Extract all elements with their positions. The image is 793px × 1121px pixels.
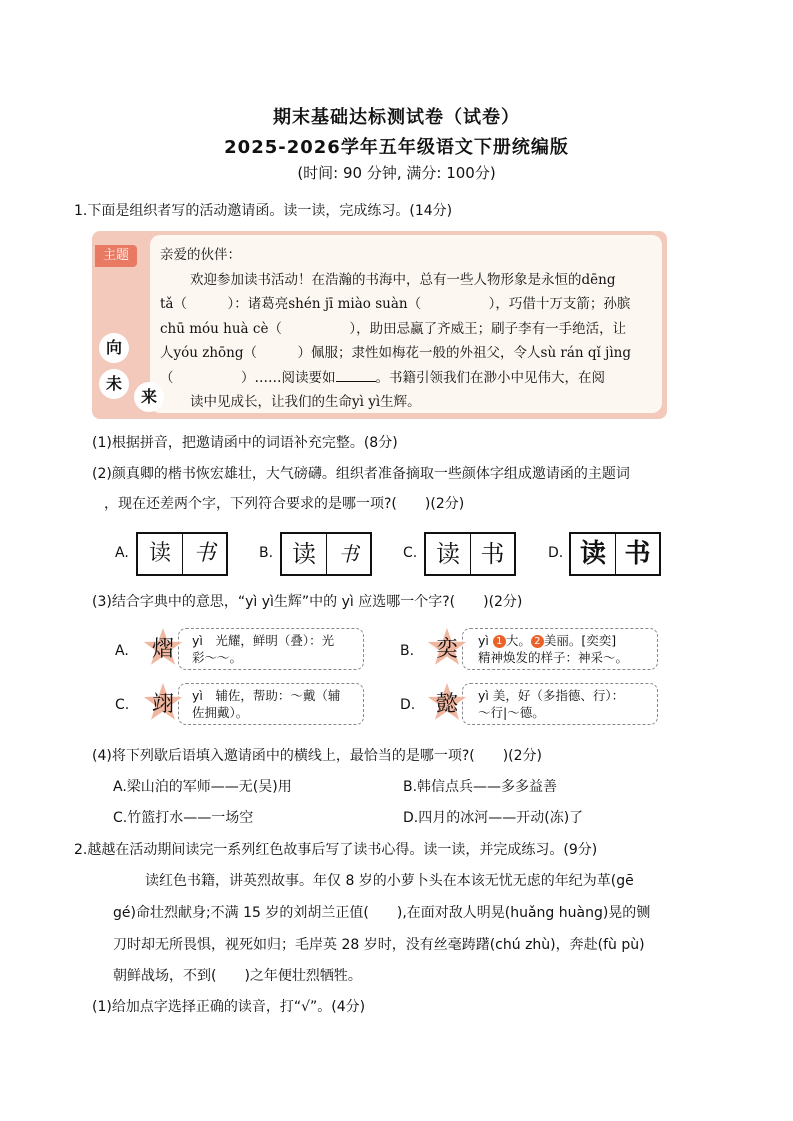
q1-sub3: (3)结合字典中的意思，“yì yì生辉”中的 yì 应选哪一个字?( )(2分) xyxy=(92,594,523,610)
dict-c-line2: 佐拥戴）。 xyxy=(192,705,249,720)
passage-line: gé)命壮烈献身;不满 15 岁的刘胡兰正值( ),在面对敌人明晃(huǎng huàng)晃的铡 xyxy=(113,905,651,921)
option-b-char-1: 读 xyxy=(292,540,316,568)
dict-d-char: 懿 xyxy=(435,692,458,717)
card-line: 。书籍引领我们在渺小中见伟大，在阅 xyxy=(375,370,605,386)
dict-d-line2: ～行|～德。 xyxy=(478,705,545,720)
dict-d-line1: yì 美，好（多指德、行）： xyxy=(478,688,625,703)
option-c-char-2: 书 xyxy=(480,540,505,568)
q1-sub2-line2: ，现在还差两个字，下列符合要求的是哪一项?( )(2分) xyxy=(104,496,465,512)
option-b-characters[interactable] xyxy=(280,532,372,576)
q1-sub1: (1)根据拼音，把邀请函中的词语补充完整。(8分) xyxy=(92,435,398,451)
dict-b-line2: 精神焕发的样子：神采～。 xyxy=(478,650,629,665)
passage-line: 读红色书籍，讲英烈故事。年仅 8 岁的小萝卜头在本该无忧无虑的年纪为革(gē xyxy=(145,873,634,889)
card-line: 人yóu zhōng（ ）佩服；隶性如梅花一般的外祖父，令人sù rán qǐ jìng xyxy=(160,345,632,361)
q1-sub4-option-a[interactable]: A.梁山泊的军师——无(吴)用 xyxy=(113,779,292,795)
page-title: 期末基础达标测试卷（试卷） xyxy=(273,107,520,128)
option-a-label: A. xyxy=(115,545,129,561)
dict-b-label: B. xyxy=(400,643,415,659)
card-line: chū móu huà cè（ ），助田忌赢了齐威王；刷子李有一手绝活，让 xyxy=(160,321,627,337)
option-b-char-2: 书 xyxy=(338,542,359,566)
answer-blank[interactable] xyxy=(336,381,376,382)
option-a-char-1: 读 xyxy=(148,541,171,566)
dict-a-line2: 彩～～。 xyxy=(192,650,243,665)
dict-a-label: A. xyxy=(115,643,129,659)
side-char-2: 未 xyxy=(99,369,129,399)
option-a-char-2: 书 xyxy=(193,541,216,566)
option-c-label: C. xyxy=(403,545,418,561)
sense-2: 美丽。[奕奕] xyxy=(543,633,617,648)
q1-sub4-option-d[interactable]: D.四月的冰河——开动(冻)了 xyxy=(403,810,584,826)
dict-c-line1: yì 辅佐，帮助：～戴（辅 xyxy=(192,688,341,703)
option-d-char-1: 读 xyxy=(579,539,606,569)
dict-d-label: D. xyxy=(400,697,416,713)
dict-c-label: C. xyxy=(115,697,130,713)
q1-sub4: (4)将下列歇后语填入邀请函中的横线上，最恰当的是哪一项?( )(2分) xyxy=(92,748,543,764)
q1-sub2-line1: (2)颜真卿的楷书恢宏雄壮，大气磅礴。组织者准备摘取一些颜体字组成邀请函的主题词 xyxy=(92,466,630,482)
question-1-stem: 1.下面是组织者写的活动邀请函。读一读，完成练习。(14分) xyxy=(74,203,453,219)
q1-sub4-option-c[interactable]: C.竹篮打水——一场空 xyxy=(113,810,254,826)
card-line-with-blank xyxy=(160,366,605,386)
card-line: 读中见成长，让我们的生命yì yì生辉。 xyxy=(190,394,421,410)
option-a-characters[interactable] xyxy=(136,532,228,576)
passage-line: 朝鲜战场，不到( )之年便壮烈牺牲。 xyxy=(113,968,362,984)
pinyin: yì xyxy=(478,633,493,648)
exam-info: (时间: 90 分钟, 满分: 100分) xyxy=(297,164,496,182)
option-b-label: B. xyxy=(259,545,274,561)
dict-c-char: 翊 xyxy=(151,692,174,717)
page-subtitle: 2025-2026学年五年级语文下册统编版 xyxy=(224,137,569,158)
theme-tag: 主题 xyxy=(95,245,137,267)
card-greeting: 亲爱的伙伴： xyxy=(160,247,241,263)
q1-sub4-option-b[interactable]: B.韩信点兵——多多益善 xyxy=(403,779,558,795)
sense-number-icon: 2 xyxy=(531,635,544,648)
option-d-char-2: 书 xyxy=(624,539,651,569)
side-char-1: 向 xyxy=(99,333,129,363)
option-d-characters[interactable] xyxy=(569,532,661,576)
card-line: （ ）……阅读要如 xyxy=(160,370,336,386)
option-c-char-1: 读 xyxy=(436,540,460,568)
q2-sub1: (1)给加点字选择正确的读音，打“√”。(4分) xyxy=(92,999,366,1015)
question-2-stem: 2.越越在活动期间读完一系列红色故事后写了读书心得。读一读，并完成练习。(9分) xyxy=(74,842,598,858)
card-line: 欢迎参加读书活动！在浩瀚的书海中，总有一些人物形象是永恒的dēng xyxy=(190,272,616,288)
card-line: tǎ（ ）：诸葛亮shén jī miào suàn（ ），巧借十万支箭；孙膑 xyxy=(160,296,631,312)
option-c-characters[interactable] xyxy=(424,532,516,576)
dict-b-char: 奕 xyxy=(435,637,458,662)
sense-1: 大。 xyxy=(505,633,531,648)
dict-a-line1: yì 光耀，鲜明（叠）：光 xyxy=(192,633,335,648)
side-char-3: 来 xyxy=(134,382,164,412)
dict-a-char: 熠 xyxy=(151,637,174,662)
option-d-label: D. xyxy=(548,545,564,561)
dict-b-line1 xyxy=(478,632,616,649)
passage-line: 刀时却无所畏惧，视死如归；毛岸英 28 岁时，没有丝毫踌躇(chú zhù)，奔赴(fù pù) xyxy=(113,937,645,953)
sense-number-icon: 1 xyxy=(493,635,506,648)
